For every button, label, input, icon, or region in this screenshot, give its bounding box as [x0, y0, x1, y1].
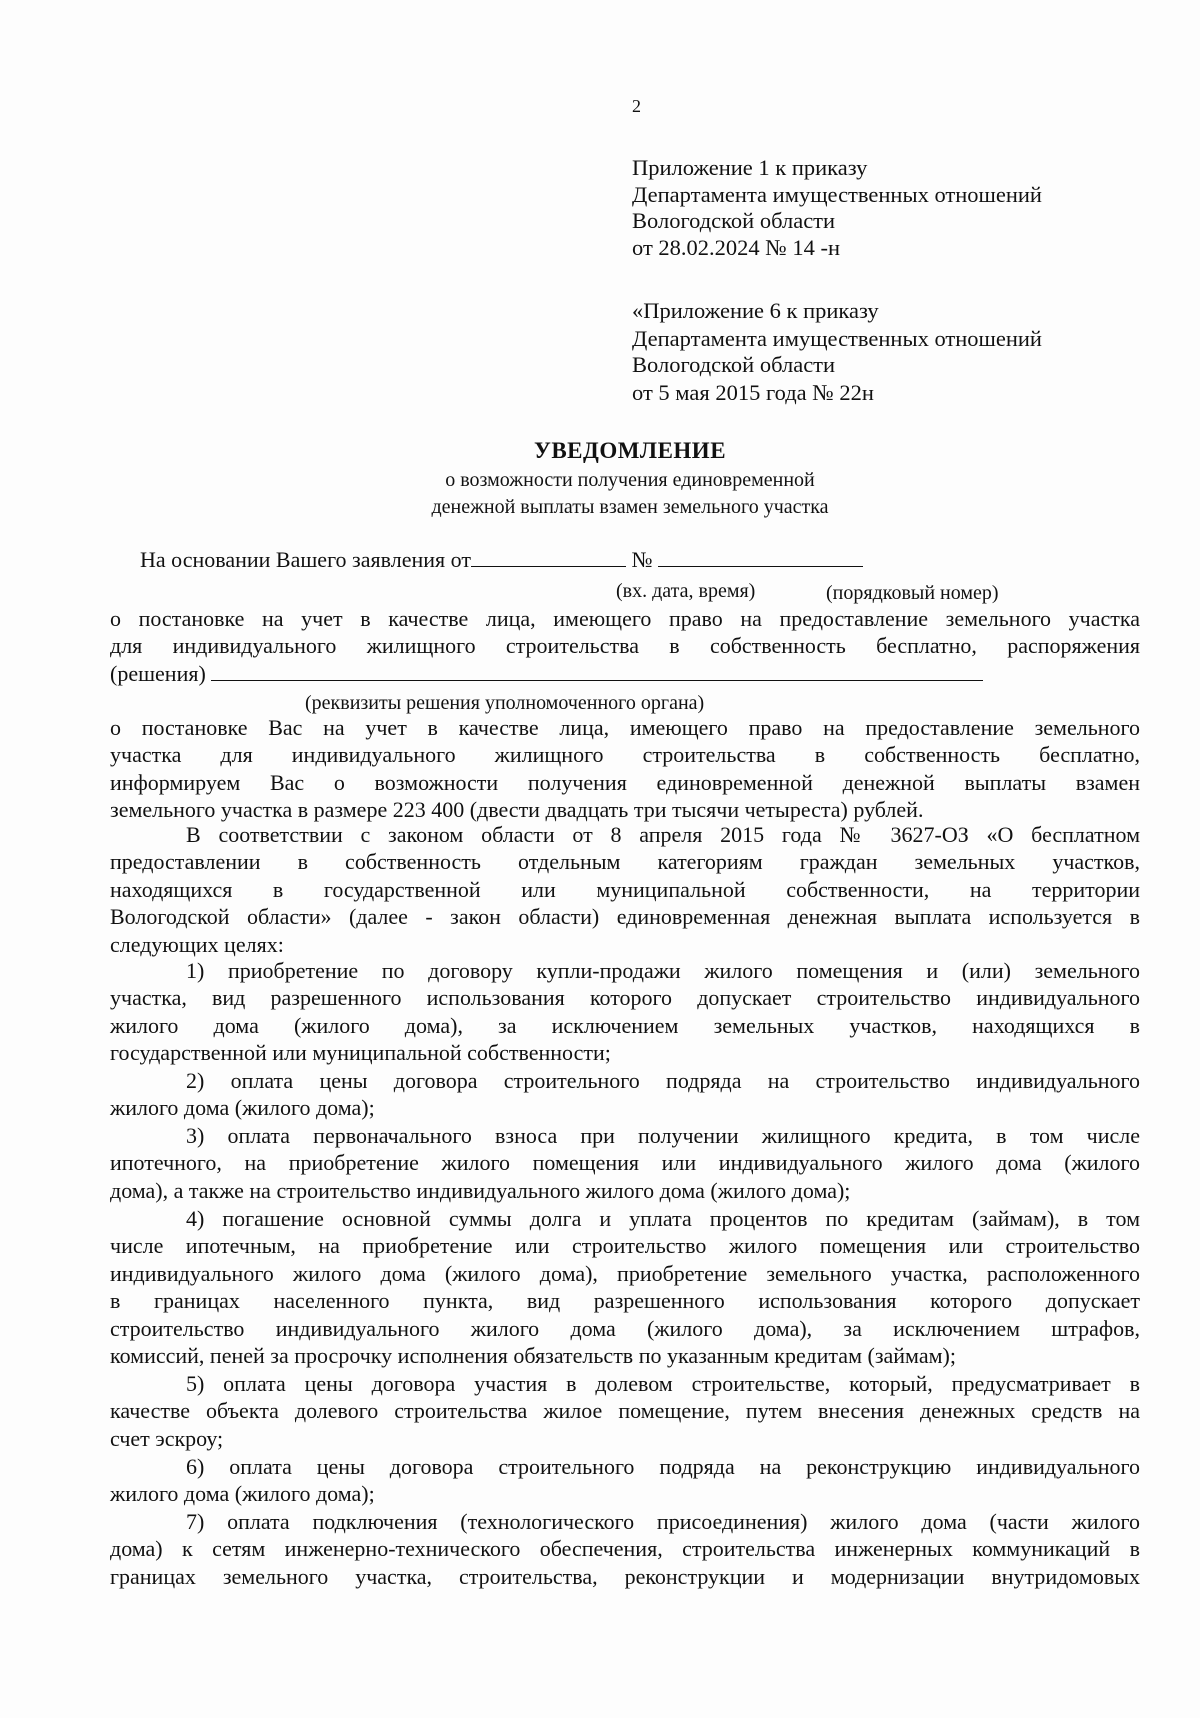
form-text-line: для индивидуального жилищного строительства в собственность бесплатно, распоряжения — [110, 633, 1140, 658]
application-basis-line — [140, 546, 863, 573]
paragraph-line: жилого дома (жилого дома); — [110, 1481, 375, 1506]
caption-date: (вх. дата, время) — [616, 580, 756, 602]
paragraph-line: следующих целях: — [110, 932, 284, 957]
paragraph-line: 4) погашение основной суммы долга и уплата процентов по кредитам (займам), в том — [186, 1206, 1140, 1231]
caption-decision: (реквизиты решения уполномоченного органа) — [305, 692, 705, 714]
page-number: 2 — [632, 96, 641, 116]
paragraph-line: в границах населенного пункта, вид разрешенного использования которого допускает — [110, 1288, 1140, 1313]
paragraph-line: индивидуального жилого дома (жилого дома), приобретение земельного участка, расположенного — [110, 1261, 1140, 1286]
decision-line — [110, 660, 983, 687]
paragraph-line: жилого дома (жилого дома), за исключением земельных участков, находящихся в — [110, 1013, 1140, 1038]
paragraph-line: границах земельного участка, строительства, реконструкции и модернизации внутридомовых — [110, 1564, 1140, 1589]
document-title: УВЕДОМЛЕНИЕ — [533, 438, 727, 463]
paragraph-line: предоставлении в собственность отдельным категориям граждан земельных участков, — [110, 849, 1140, 874]
document-subtitle-line: о возможности получения единовременной — [445, 469, 815, 491]
appendix-1-line: Вологодской области — [632, 208, 836, 233]
paragraph-line: 3) оплата первоначального взноса при получении жилищного кредита, в том числе — [186, 1123, 1140, 1148]
document-subtitle-line: денежной выплаты взамен земельного участка — [431, 496, 829, 518]
paragraph-line: ипотечного, на приобретение жилого помещения или индивидуального жилого дома (жилого — [110, 1150, 1140, 1175]
paragraph-line: дома) к сетям инженерно-технического обеспечения, строительства инженерных коммуникаций в — [110, 1536, 1140, 1561]
paragraph-line: числе ипотечным, на приобретение или строительство жилого помещения или строительство — [110, 1233, 1140, 1258]
paragraph-line: строительство индивидуального жилого дома (жилого дома), за исключением штрафов, — [110, 1316, 1140, 1341]
paragraph-line: жилого дома (жилого дома); — [110, 1095, 375, 1120]
paragraph-line: 7) оплата подключения (технологического присоединения) жилого дома (части жилого — [186, 1509, 1140, 1534]
paragraph-line: 6) оплата цены договора строительного подряда на реконструкцию индивидуального — [186, 1454, 1140, 1479]
appendix-1-line: от 28.02.2024 № 14 -н — [632, 235, 841, 260]
paragraph-line: качестве объекта долевого строительства жилое помещение, путем внесения денежных средств на — [110, 1398, 1140, 1423]
paragraph-line: счет эскроу; — [110, 1426, 224, 1451]
appendix-1-line: Департамента имущественных отношений — [632, 182, 1042, 207]
paragraph-line: находящихся в государственной или муниципальной собственности, на территории — [110, 877, 1140, 902]
paragraph-line: В соответствии с законом области от 8 апреля 2015 года № 3627-ОЗ «О бесплатном — [186, 822, 1140, 847]
appendix-6-line: «Приложение 6 к приказу — [632, 298, 879, 323]
paragraph-line: участка для индивидуального жилищного строительства в собственность бесплатно, — [110, 742, 1140, 767]
paragraph-line: 5) оплата цены договора участия в долевом строительстве, который, предусматривает в — [186, 1371, 1140, 1396]
appendix-6-line: Вологодской области — [632, 352, 836, 377]
form-text-line: о постановке на учет в качестве лица, имеющего право на предоставление земельного участка — [110, 606, 1140, 631]
application-date-field[interactable] — [471, 546, 626, 567]
paragraph-line: государственной или муниципальной собственности; — [110, 1040, 611, 1065]
appendix-6-line: Департамента имущественных отношений — [632, 326, 1042, 351]
paragraph-line: 1) приобретение по договору купли-продажи жилого помещения и (или) земельного — [186, 958, 1140, 983]
paragraph-line: Вологодской области» (далее - закон области) единовременная денежная выплата используется в — [110, 904, 1140, 929]
paragraph-line: о постановке Вас на учет в качестве лица, имеющего право на предоставление земельного — [110, 715, 1140, 740]
decision-details-field[interactable] — [211, 660, 983, 681]
basis-text: На основании Вашего заявления от — [140, 547, 471, 572]
appendix-6-line: от 5 мая 2015 года № 22н — [632, 380, 874, 405]
caption-number: (порядковый номер) — [826, 582, 999, 604]
application-number-field[interactable] — [658, 546, 863, 567]
paragraph-line: земельного участка в размере 223 400 (двести двадцать три тысячи четыреста) рублей. — [110, 797, 924, 822]
paragraph-line: дома), а также на строительство индивидуального жилого дома (жилого дома); — [110, 1178, 851, 1203]
decision-label: (решения) — [110, 661, 206, 686]
appendix-1-line: Приложение 1 к приказу — [632, 155, 868, 180]
paragraph-line: информируем Вас о возможности получения единовременной денежной выплаты взамен — [110, 770, 1140, 795]
paragraph-line: участка, вид разрешенного использования которого допускает строительство индивидуального — [110, 985, 1140, 1010]
paragraph-line: 2) оплата цены договора строительного подряда на строительство индивидуального — [186, 1068, 1140, 1093]
paragraph-line: комиссий, пеней за просрочку исполнения обязательств по указанным кредитам (займам); — [110, 1343, 956, 1368]
number-sign: № — [631, 547, 653, 572]
